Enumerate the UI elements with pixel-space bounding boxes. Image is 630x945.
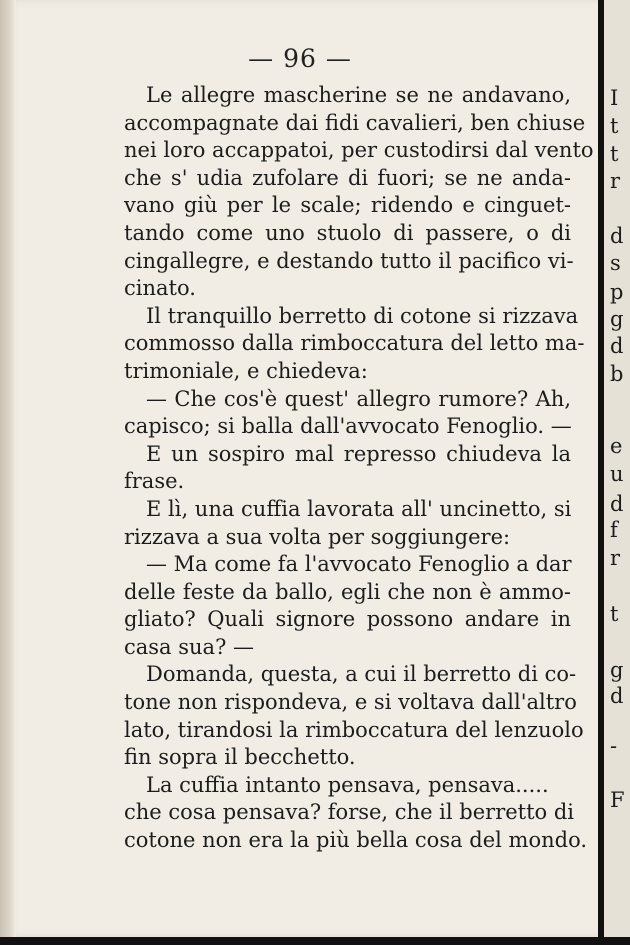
edge-letter: f <box>610 518 618 542</box>
paragraph <box>124 441 571 496</box>
page-binding-edge <box>0 0 16 937</box>
text-line: capisco; si balla dall'avvocato Fenoglio. — <box>124 414 572 439</box>
edge-letter: g <box>610 307 624 331</box>
text-line: rizzava a sua volta per soggiungere: <box>124 524 511 549</box>
text-line: cinato. <box>124 276 196 301</box>
text-line: tone non rispondeva, e si voltava dall'altro <box>124 690 577 715</box>
text-line: vano giù per le scale; ridendo e cinguet- <box>124 193 571 218</box>
text-line: gliato? Quali signore possono andare in <box>124 607 571 632</box>
edge-letter: - <box>610 734 618 758</box>
edge-letter: d <box>610 224 624 248</box>
edge-letter: e <box>610 434 623 458</box>
edge-letter: d <box>610 684 624 708</box>
text-line: che cosa pensava? forse, che il berretto di <box>124 800 575 825</box>
text-line: trimoniale, e chiedeva: <box>124 358 368 383</box>
text-line: E un sospiro mal represso chiudeva la <box>146 441 571 466</box>
edge-letter: t <box>610 114 619 138</box>
text-line: cingallegre, e destando tutto il pacifico vi- <box>124 248 574 273</box>
text-line: delle feste da ballo, egli che non è ammo- <box>124 579 571 604</box>
scan-bottom-edge <box>0 937 630 945</box>
paragraph <box>124 386 571 441</box>
edge-letter: r <box>610 169 621 193</box>
text-line: Le allegre mascherine se ne andavano, <box>146 83 571 107</box>
edge-letter: g <box>610 658 624 682</box>
edge-letter: I <box>610 86 619 110</box>
text-line: commosso dalla rimboccatura del letto ma- <box>124 331 585 356</box>
text-line: casa sua? — <box>124 634 255 659</box>
body-text <box>124 82 594 855</box>
text-line: nei loro accappatoi, per custodirsi dal vento <box>124 138 594 163</box>
text-line: cotone non era la più bella cosa del mondo. <box>124 828 588 853</box>
paragraph <box>124 661 584 771</box>
edge-letter: d <box>610 492 624 516</box>
paragraph <box>124 303 585 386</box>
text-line: — Ma come fa l'avvocato Fenoglio a dar <box>146 552 572 577</box>
edge-letter: t <box>610 602 619 626</box>
text-line: Il tranquillo berretto di cotone si rizzava <box>146 303 579 328</box>
paragraph <box>124 551 571 661</box>
edge-letter: t <box>610 142 619 166</box>
edge-letter: p <box>610 280 624 304</box>
text-line: che s' udia zufolare di fuori; se ne anda- <box>124 165 571 190</box>
text-line: tando come uno stuolo di passere, o di <box>124 220 571 245</box>
adjacent-page-edge <box>604 0 630 937</box>
text-line: frase. <box>124 469 185 494</box>
page-number: — 96 — <box>248 44 352 73</box>
paragraph <box>124 82 594 303</box>
text-line: fin sopra il becchetto. <box>124 745 356 770</box>
edge-letter: F <box>610 788 625 812</box>
text-line: — Che cos'è quest' allegro rumore? Ah, <box>146 386 571 411</box>
text-line: accompagnate dai fidi cavalieri, ben chiuse <box>124 110 586 135</box>
paragraph <box>124 772 588 855</box>
text-line: Domanda, questa, a cui il berretto di co- <box>146 662 577 687</box>
text-line: E lì, una cuffia lavorata all' uncinetto, si <box>146 496 572 521</box>
edge-letter: u <box>610 462 624 486</box>
text-line: lato, tirandosi la rimboccatura del lenzuolo <box>124 717 584 742</box>
paragraph <box>124 496 571 551</box>
edge-letter: r <box>610 546 621 570</box>
text-line: La cuffia intanto pensava, pensava..... <box>146 772 549 797</box>
edge-letter: d <box>610 334 624 358</box>
edge-letter: s <box>610 251 621 275</box>
edge-letter: b <box>610 362 624 386</box>
